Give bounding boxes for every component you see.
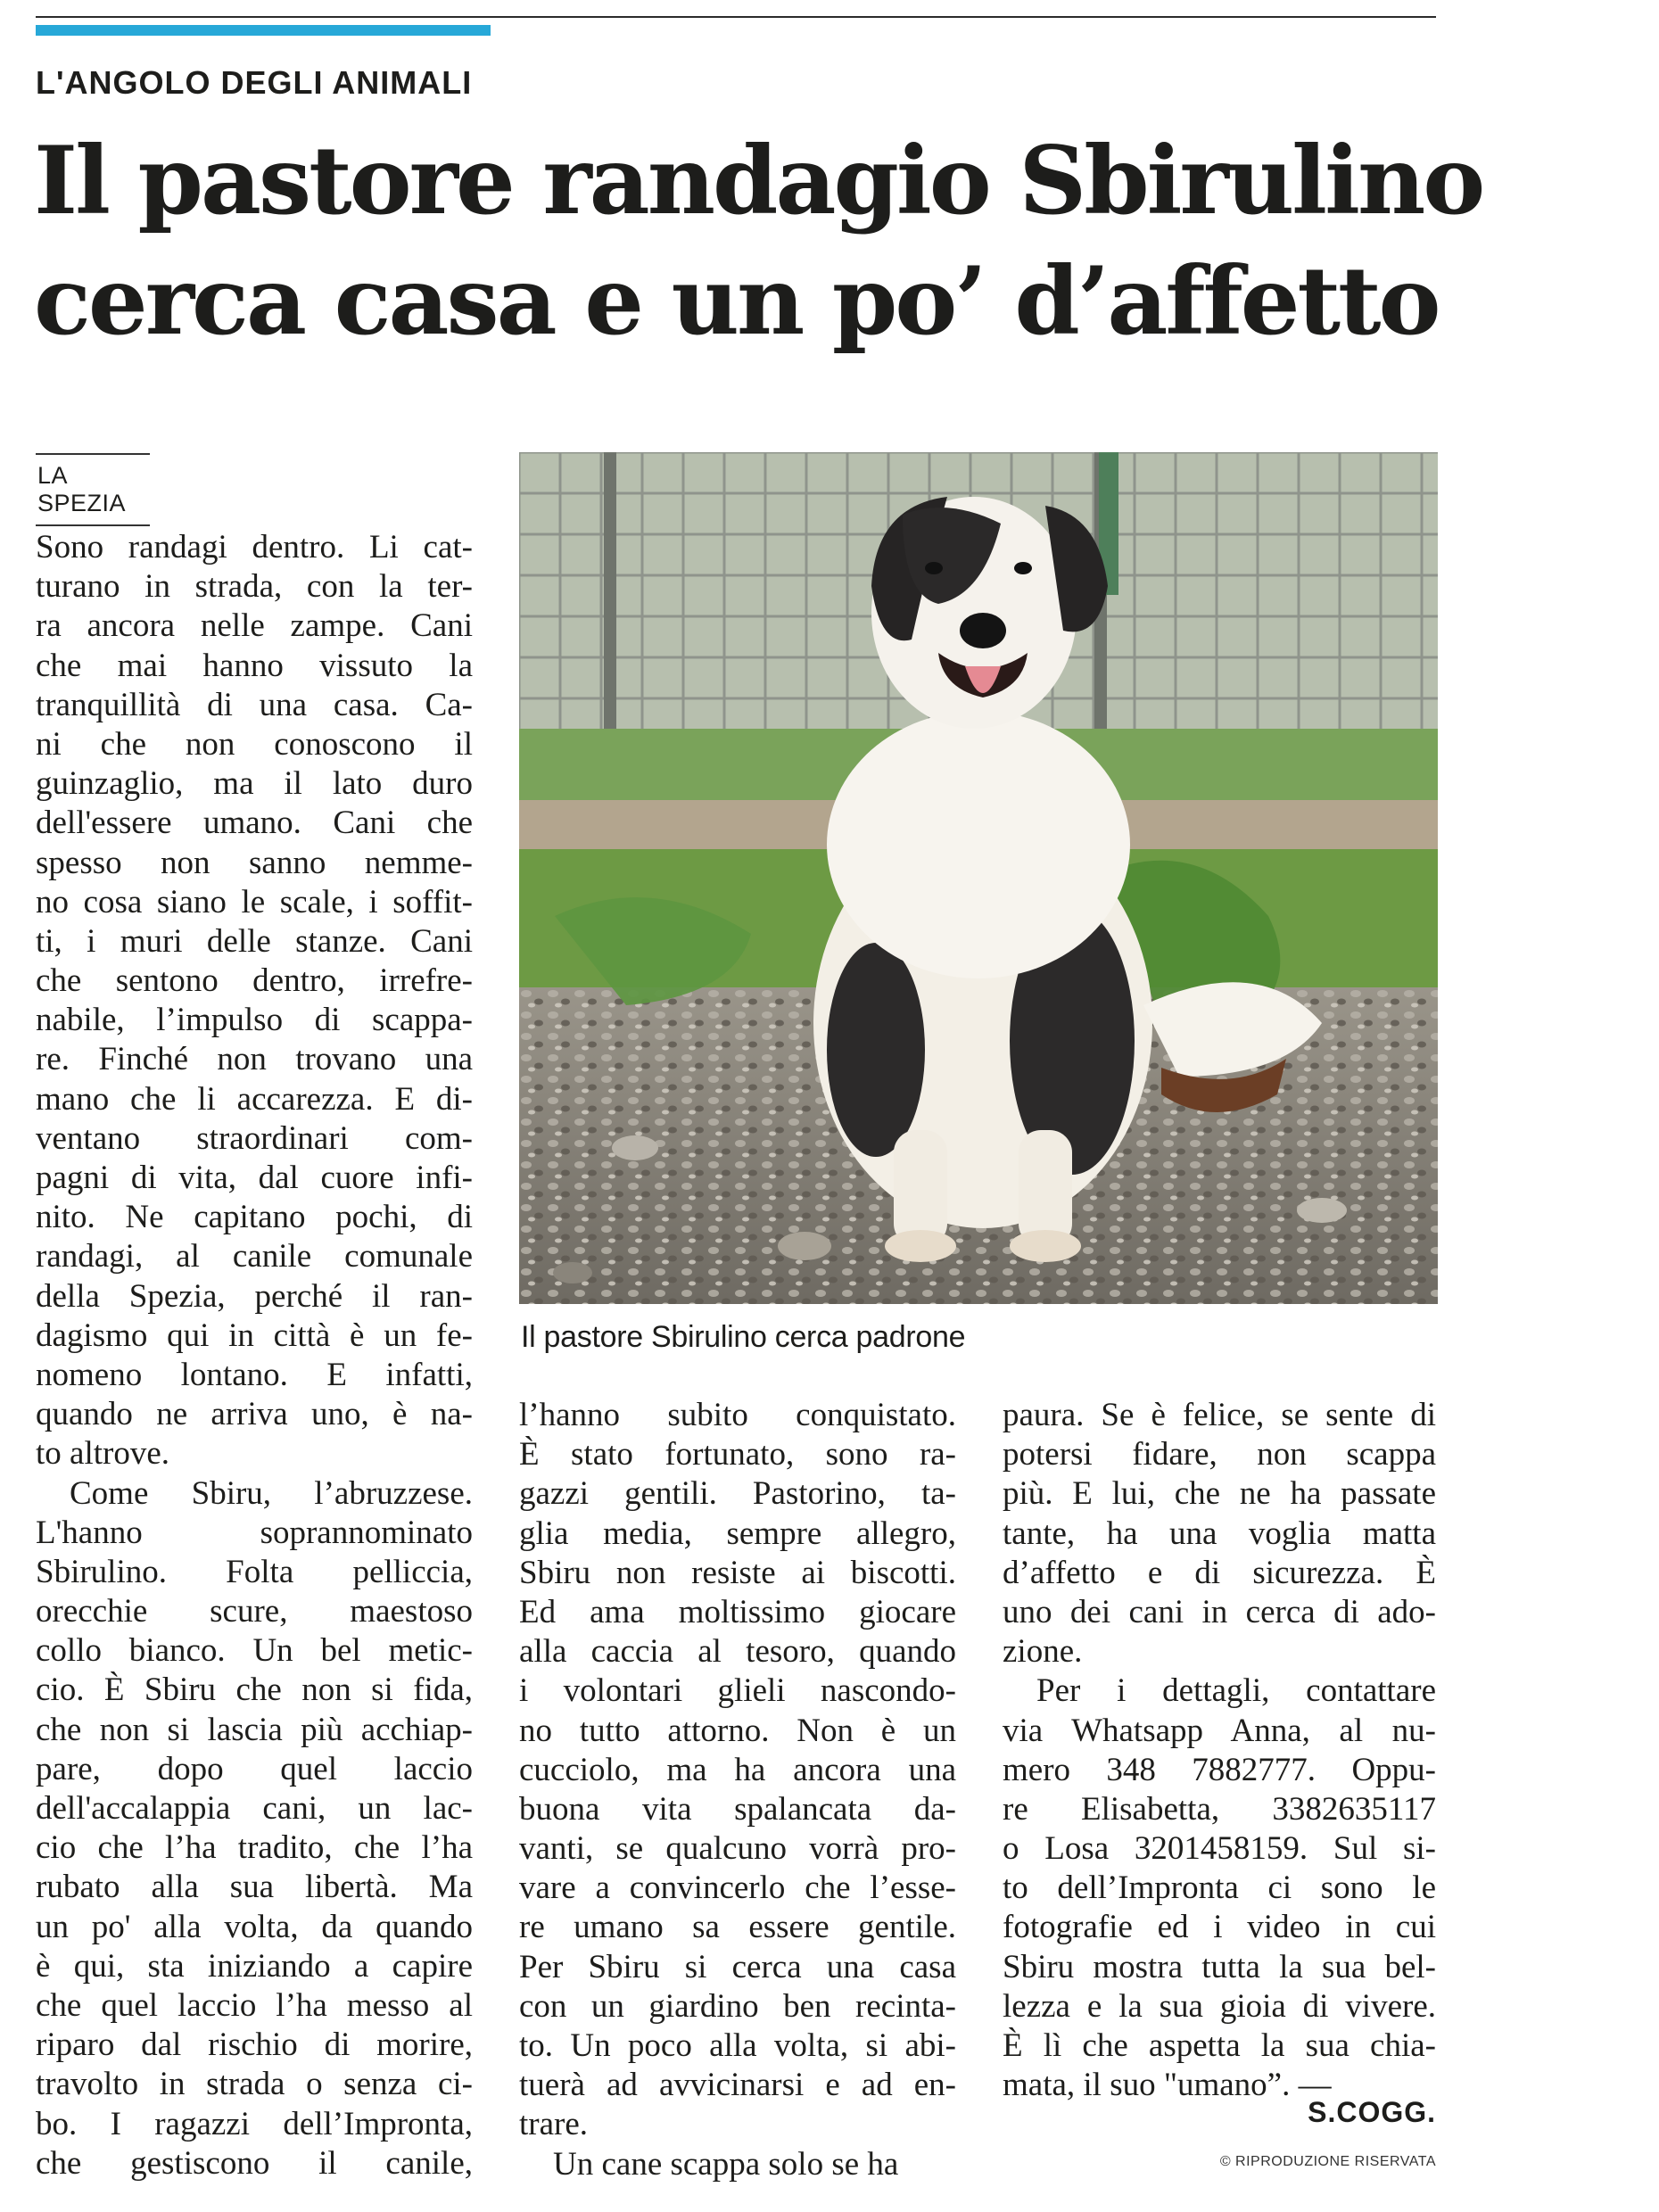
- body-line: un po' alla volta, da quando: [36, 1908, 473, 1945]
- body-column-1: [36, 528, 473, 2183]
- body-line: orecchie scure, maestoso: [36, 1593, 473, 1630]
- body-line: nomeno lontano. E infatti,: [36, 1356, 473, 1393]
- dog-photo-illustration: [519, 452, 1438, 1304]
- body-line: dell'essere umano. Cani che: [36, 805, 473, 842]
- copyright-notice: © RIPRODUZIONE RISERVATA: [1219, 2154, 1436, 2169]
- body-line: Per i dettagli, contattare: [1036, 1672, 1436, 1710]
- headline-line-1: Il pastore randagio Sbirulino: [34, 125, 1483, 235]
- body-line: ti, i muri delle stanze. Cani: [36, 922, 473, 960]
- body-line: re umano sa essere gentile.: [519, 1909, 956, 1946]
- body-line: quando ne arriva uno, è na-: [36, 1396, 473, 1433]
- body-line: via Whatsapp Anna, al nu-: [1003, 1712, 1436, 1749]
- body-line: tranquillità di una casa. Ca-: [36, 686, 473, 723]
- body-line: cio che l’ha tradito, che l’ha: [36, 1829, 473, 1867]
- body-line: più. E lui, che ne ha passate: [1003, 1475, 1436, 1513]
- body-line: riparo dal rischio di morire,: [36, 2026, 473, 2064]
- body-line: pagni di vita, dal cuore infi-: [36, 1160, 473, 1196]
- body-line: dagismo qui in città è un fe-: [36, 1316, 473, 1354]
- body-line: della Spezia, perché il ran-: [36, 1277, 473, 1315]
- body-line: ni che non conoscono il: [36, 725, 473, 763]
- body-line: to altrove.: [36, 1435, 170, 1473]
- body-line: Sbiru non resiste ai biscotti.: [519, 1554, 956, 1591]
- body-line: buona vita spalancata da-: [519, 1790, 956, 1828]
- body-line: nabile, l’impulso di scappa-: [36, 1002, 473, 1039]
- body-line: cio. È Sbiru che non si fida,: [36, 1671, 473, 1709]
- body-line: Sbirulino. Folta pelliccia,: [36, 1553, 473, 1590]
- body-line: trare.: [519, 2106, 589, 2143]
- body-line: È stato fortunato, sono ra-: [519, 1436, 956, 1473]
- body-line: guinzaglio, ma il lato duro: [36, 765, 473, 803]
- body-line: fotografie ed i video in cui: [1003, 1909, 1436, 1946]
- body-line: rubato alla sua libertà. Ma: [36, 1869, 473, 1906]
- body-line: mano che li accarezza. E di-: [36, 1080, 473, 1118]
- body-line: con un giardino ben recinta-: [519, 1987, 956, 2025]
- body-line: Come Sbiru, l’abruzzese.: [70, 1474, 473, 1512]
- top-rule: [36, 16, 1436, 18]
- body-line: collo bianco. Un bel metic-: [36, 1632, 473, 1670]
- body-line: bo. I ragazzi dell’Impronta,: [36, 2105, 473, 2142]
- body-line: che gestiscono il canile,: [36, 2144, 473, 2182]
- body-line: Sbiru mostra tutta la sua bel-: [1003, 1948, 1436, 1985]
- body-line: cucciolo, ma ha ancora una: [519, 1751, 956, 1788]
- dateline-box: [36, 453, 150, 526]
- body-line: no tutto attorno. Non è un: [519, 1712, 956, 1749]
- body-line: randagi, al canile comunale: [36, 1238, 473, 1275]
- section-kicker: L'ANGOLO DEGLI ANIMALI: [36, 64, 473, 101]
- body-line: glia media, sempre allegro,: [519, 1515, 956, 1552]
- body-line: ventano straordinari com-: [36, 1119, 473, 1157]
- body-line: i volontari glieli nascondo-: [519, 1672, 956, 1710]
- body-line: Ed ama moltissimo giocare: [519, 1593, 956, 1630]
- body-line: vanti, se qualcuno vorrà pro-: [519, 1830, 956, 1868]
- body-line: che mai hanno vissuto la: [36, 647, 473, 684]
- body-line: to. Un poco alla volta, si abi-: [519, 2027, 956, 2064]
- body-line: pare, dopo quel laccio: [36, 1750, 473, 1787]
- body-line: travolto in strada o senza ci-: [36, 2066, 473, 2103]
- body-line: alla caccia al tesoro, quando: [519, 1633, 956, 1671]
- body-line: re Elisabetta, 3382635117: [1003, 1790, 1436, 1828]
- body-line: to dell’Impronta ci sono le: [1003, 1869, 1436, 1907]
- body-line: Sono randagi dentro. Li cat-: [36, 529, 473, 565]
- body-line: re. Finché non trovano una: [36, 1041, 473, 1078]
- body-line: L'hanno soprannominato: [36, 1514, 473, 1551]
- body-line: vare a convincerlo che l’esse-: [519, 1869, 956, 1907]
- body-line: zione.: [1003, 1633, 1083, 1671]
- photo-caption: Il pastore Sbirulino cerca padrone: [521, 1320, 966, 1354]
- body-line: Un cane scappa solo se ha: [553, 2145, 899, 2183]
- body-line: gazzi gentili. Pastorino, ta-: [519, 1475, 956, 1513]
- body-line: no cosa siano le scale, i soffit-: [36, 883, 473, 920]
- body-column-3: [1003, 1396, 1436, 2105]
- body-line: Per Sbiru si cerca una casa: [519, 1948, 956, 1985]
- dog-photo: [519, 452, 1438, 1304]
- body-line: o Losa 3201458159. Sul si-: [1003, 1830, 1436, 1868]
- author-signature: S.COGG.: [1308, 2096, 1436, 2128]
- body-line: tuerà ad avvicinarsi e ad en-: [519, 2067, 956, 2104]
- body-line: turano in strada, con la ter-: [36, 568, 473, 606]
- body-line: l’hanno subito conquistato.: [519, 1397, 956, 1433]
- headline-line-2: cerca casa e un po’ d’affetto: [34, 245, 1439, 356]
- body-line: che quel laccio l’ha messo al: [36, 1986, 473, 2024]
- body-line: che sentono dentro, irrefre-: [36, 962, 473, 1000]
- body-line: potersi fidare, non scappa: [1003, 1436, 1436, 1473]
- dateline: LA SPEZIA: [37, 462, 127, 516]
- body-line: lezza e la sua gioia di vivere.: [1003, 1987, 1436, 2025]
- body-column-2: [519, 1396, 956, 2184]
- section-accent-bar: [36, 25, 491, 36]
- body-line: uno dei cani in cerca di ado-: [1003, 1593, 1436, 1630]
- body-line: tante, ha una voglia matta: [1003, 1515, 1436, 1552]
- body-line: dell'accalappia cani, un lac-: [36, 1790, 473, 1827]
- body-line: d’affetto e di sicurezza. È: [1003, 1554, 1436, 1591]
- body-line: spesso non sanno nemme-: [36, 844, 473, 881]
- headline: [34, 120, 1483, 361]
- body-line: È lì che aspetta la sua chia-: [1003, 2027, 1436, 2064]
- body-line: ra ancora nelle zampe. Cani: [36, 607, 473, 645]
- body-line: paura. Se è felice, se sente di: [1003, 1397, 1436, 1433]
- body-line: che non si lascia più acchiap-: [36, 1711, 473, 1748]
- body-line: nito. Ne capitano pochi, di: [36, 1199, 473, 1236]
- body-line: mero 348 7882777. Oppu-: [1003, 1751, 1436, 1788]
- body-line: mata, il suo "umano”. —: [1003, 2067, 1332, 2104]
- body-line: è qui, sta iniziando a capire: [36, 1947, 473, 1985]
